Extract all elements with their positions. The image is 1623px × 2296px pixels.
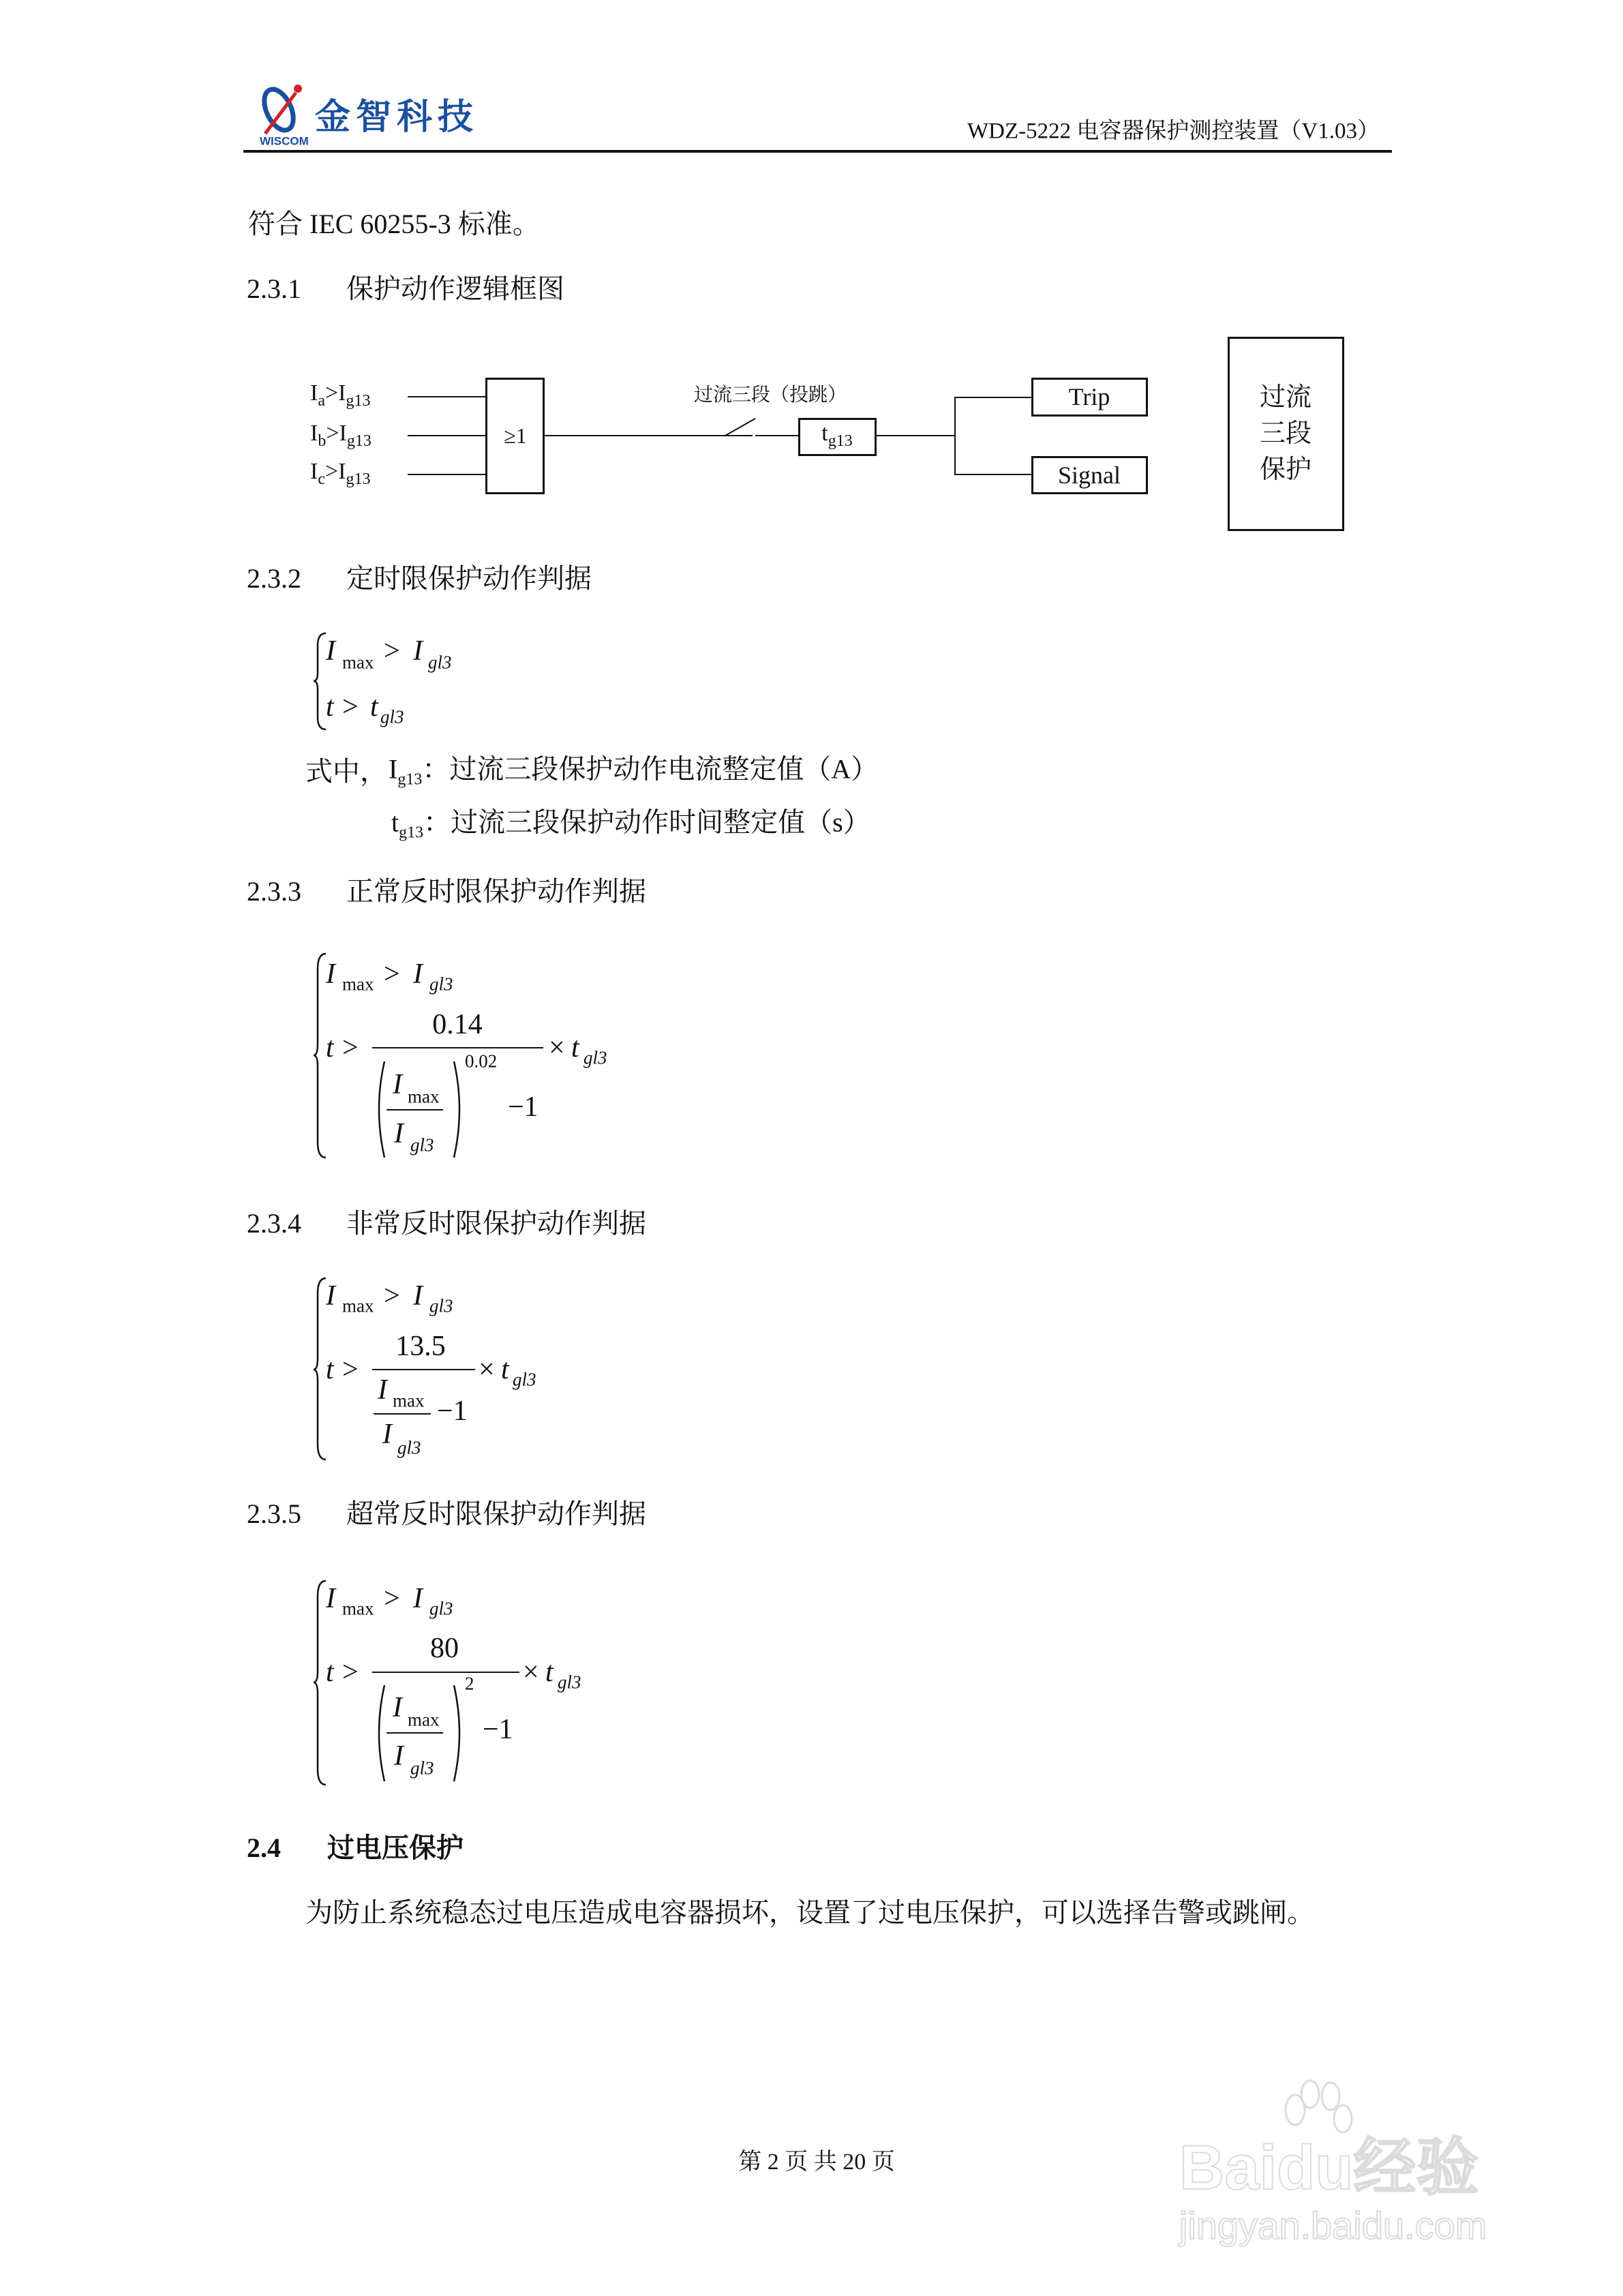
section-2-3-4-title: 非常反时限保护动作判据	[346, 1208, 646, 1239]
note-time: $t_{g13}$：过流三段保护动作时间整定值（s）	[391, 806, 870, 842]
math-subscript: max	[393, 1390, 425, 1411]
math-symbol: I	[394, 1740, 404, 1772]
baidu-watermark	[1159, 2072, 1541, 2256]
math-operator: >	[342, 691, 359, 723]
numerator: 13.5	[395, 1331, 446, 1362]
math-subscript: gl3	[410, 1134, 434, 1155]
logo-company-name: 金智科技	[315, 97, 479, 138]
fraction-bar	[374, 1413, 431, 1415]
math-operator: >	[384, 1583, 400, 1614]
logo-wiscom-text: WISCOM	[260, 134, 309, 148]
connector-line	[877, 435, 955, 436]
math-symbol: t	[326, 691, 334, 723]
math-operator: >	[342, 1354, 359, 1385]
input-line	[408, 396, 485, 397]
math-subscript: max	[408, 1709, 440, 1730]
math-subscript: gl3	[513, 1369, 536, 1390]
math-symbol: t	[370, 691, 378, 723]
note-prefix: 式中，	[305, 756, 387, 787]
input-ic: $I_c>I_{g13}$	[310, 459, 371, 488]
exponent: 2	[465, 1673, 474, 1694]
math-operator: >	[342, 1657, 359, 1688]
intro-text: 符合 IEC 60255-3 标准。	[248, 209, 540, 239]
signal-label: Signal	[1057, 462, 1121, 489]
math-symbol: t	[326, 1354, 334, 1385]
fraction-bar	[372, 1369, 475, 1370]
math-symbol: I	[413, 1280, 423, 1312]
watermark-brand: Baidu经验	[1179, 2133, 1479, 2203]
math-symbol: I	[326, 1583, 335, 1614]
connector-line	[545, 435, 753, 436]
math-symbol: I	[413, 958, 423, 990]
branch-line	[954, 474, 1031, 475]
or-gate-label: ≥1	[504, 423, 527, 448]
math-symbol: I	[413, 635, 423, 667]
section-2-4-number: 2.4	[247, 1832, 281, 1863]
math-symbol: t	[326, 1032, 334, 1063]
section-2-3-2-number: 2.3.2	[247, 563, 301, 594]
fraction-bar	[372, 1672, 519, 1673]
switch-label: 过流三段（投跳）	[693, 384, 847, 406]
math-symbol: I	[382, 1419, 392, 1450]
right-paren-icon	[453, 1684, 466, 1783]
math-symbol: I	[326, 958, 335, 990]
block-label-1: 过流	[1259, 383, 1312, 412]
numerator: 0.14	[432, 1009, 483, 1040]
timer-label: $t_{g13}$	[821, 421, 853, 450]
numerator: 80	[430, 1633, 459, 1664]
connector-line	[755, 435, 798, 436]
section-2-3-3-number: 2.3.3	[247, 876, 301, 907]
math-symbol: t	[571, 1032, 579, 1063]
branch-line	[954, 397, 956, 474]
left-paren-icon	[372, 1060, 386, 1159]
math-subscript: gl3	[429, 1295, 453, 1316]
exponent: 0.02	[465, 1051, 498, 1072]
math-symbol: I	[326, 635, 335, 667]
section-2-3-2-title: 定时限保护动作判据	[346, 563, 592, 594]
section-2-3-5-title: 超常反时限保护动作判据	[346, 1498, 646, 1529]
math-term: −1	[508, 1091, 539, 1123]
fraction-bar	[372, 1047, 543, 1048]
math-subscript: max	[342, 973, 374, 995]
math-symbol: I	[393, 1692, 402, 1723]
math-symbol: I	[413, 1583, 423, 1614]
block-label-2: 三段	[1259, 419, 1312, 448]
input-ib: $I_b>I_{g13}$	[310, 421, 371, 450]
math-subscript: gl3	[428, 652, 452, 673]
math-operator: >	[384, 958, 400, 990]
fraction-bar	[386, 1732, 443, 1734]
branch-line	[954, 397, 1031, 398]
math-subscript: max	[342, 1598, 374, 1619]
section-2-3-3-title: 正常反时限保护动作判据	[346, 876, 646, 907]
math-term: −1	[483, 1714, 513, 1745]
math-operator: ×	[479, 1354, 495, 1385]
math-operator: ×	[549, 1032, 565, 1063]
math-symbol: t	[545, 1657, 553, 1688]
math-symbol: t	[501, 1354, 509, 1385]
math-term: −1	[437, 1395, 468, 1427]
math-symbol: I	[394, 1118, 404, 1149]
section-2-4-paragraph: 为防止系统稳态过电压造成电容器损坏，设置了过电压保护，可以选择告警或跳闸。	[305, 1897, 1314, 1928]
math-operator: >	[384, 635, 400, 667]
math-subscript: max	[408, 1086, 440, 1107]
document-title: WDZ-5222 电容器保护测控装置（V1.03）	[967, 119, 1380, 144]
math-operator: >	[384, 1280, 400, 1312]
math-symbol: t	[326, 1657, 334, 1688]
trip-label: Trip	[1068, 383, 1110, 410]
watermark-url: jingyan.baidu.com	[1179, 2204, 1487, 2247]
math-symbol: I	[326, 1280, 335, 1312]
math-subscript: gl3	[429, 1598, 453, 1619]
input-line	[408, 435, 485, 436]
math-subscript: gl3	[410, 1757, 434, 1779]
math-subscript: max	[342, 652, 374, 673]
math-subscript: gl3	[583, 1047, 607, 1068]
switch-contact-icon	[725, 417, 759, 438]
math-symbol: I	[378, 1374, 387, 1406]
left-paren-icon	[372, 1684, 386, 1783]
block-label-3: 保护	[1259, 455, 1312, 484]
math-subscript: max	[342, 1295, 374, 1316]
math-operator: >	[342, 1032, 359, 1063]
section-2-3-1-title: 保护动作逻辑框图	[346, 273, 564, 304]
section-2-3-4-number: 2.3.4	[247, 1208, 301, 1239]
math-subscript: gl3	[397, 1437, 421, 1458]
math-subscript: gl3	[429, 973, 453, 995]
section-2-3-5-number: 2.3.5	[247, 1498, 301, 1529]
math-subscript: gl3	[380, 706, 404, 727]
math-subscript: gl3	[558, 1672, 581, 1693]
math-symbol: I	[393, 1069, 402, 1100]
page-footer: 第 2 页 共 20 页	[738, 2149, 895, 2175]
fraction-bar	[386, 1109, 443, 1111]
math-operator: ×	[523, 1657, 539, 1688]
header-rule	[243, 150, 1392, 153]
right-paren-icon	[453, 1060, 466, 1159]
section-2-4-title: 过电压保护	[327, 1832, 464, 1863]
note-current: $I_{g13}$：过流三段保护动作电流整定值（A）	[389, 753, 879, 789]
input-line	[408, 474, 485, 475]
input-ia: $I_a>I_{g13}$	[310, 380, 371, 410]
section-2-3-1-number: 2.3.1	[247, 273, 301, 304]
